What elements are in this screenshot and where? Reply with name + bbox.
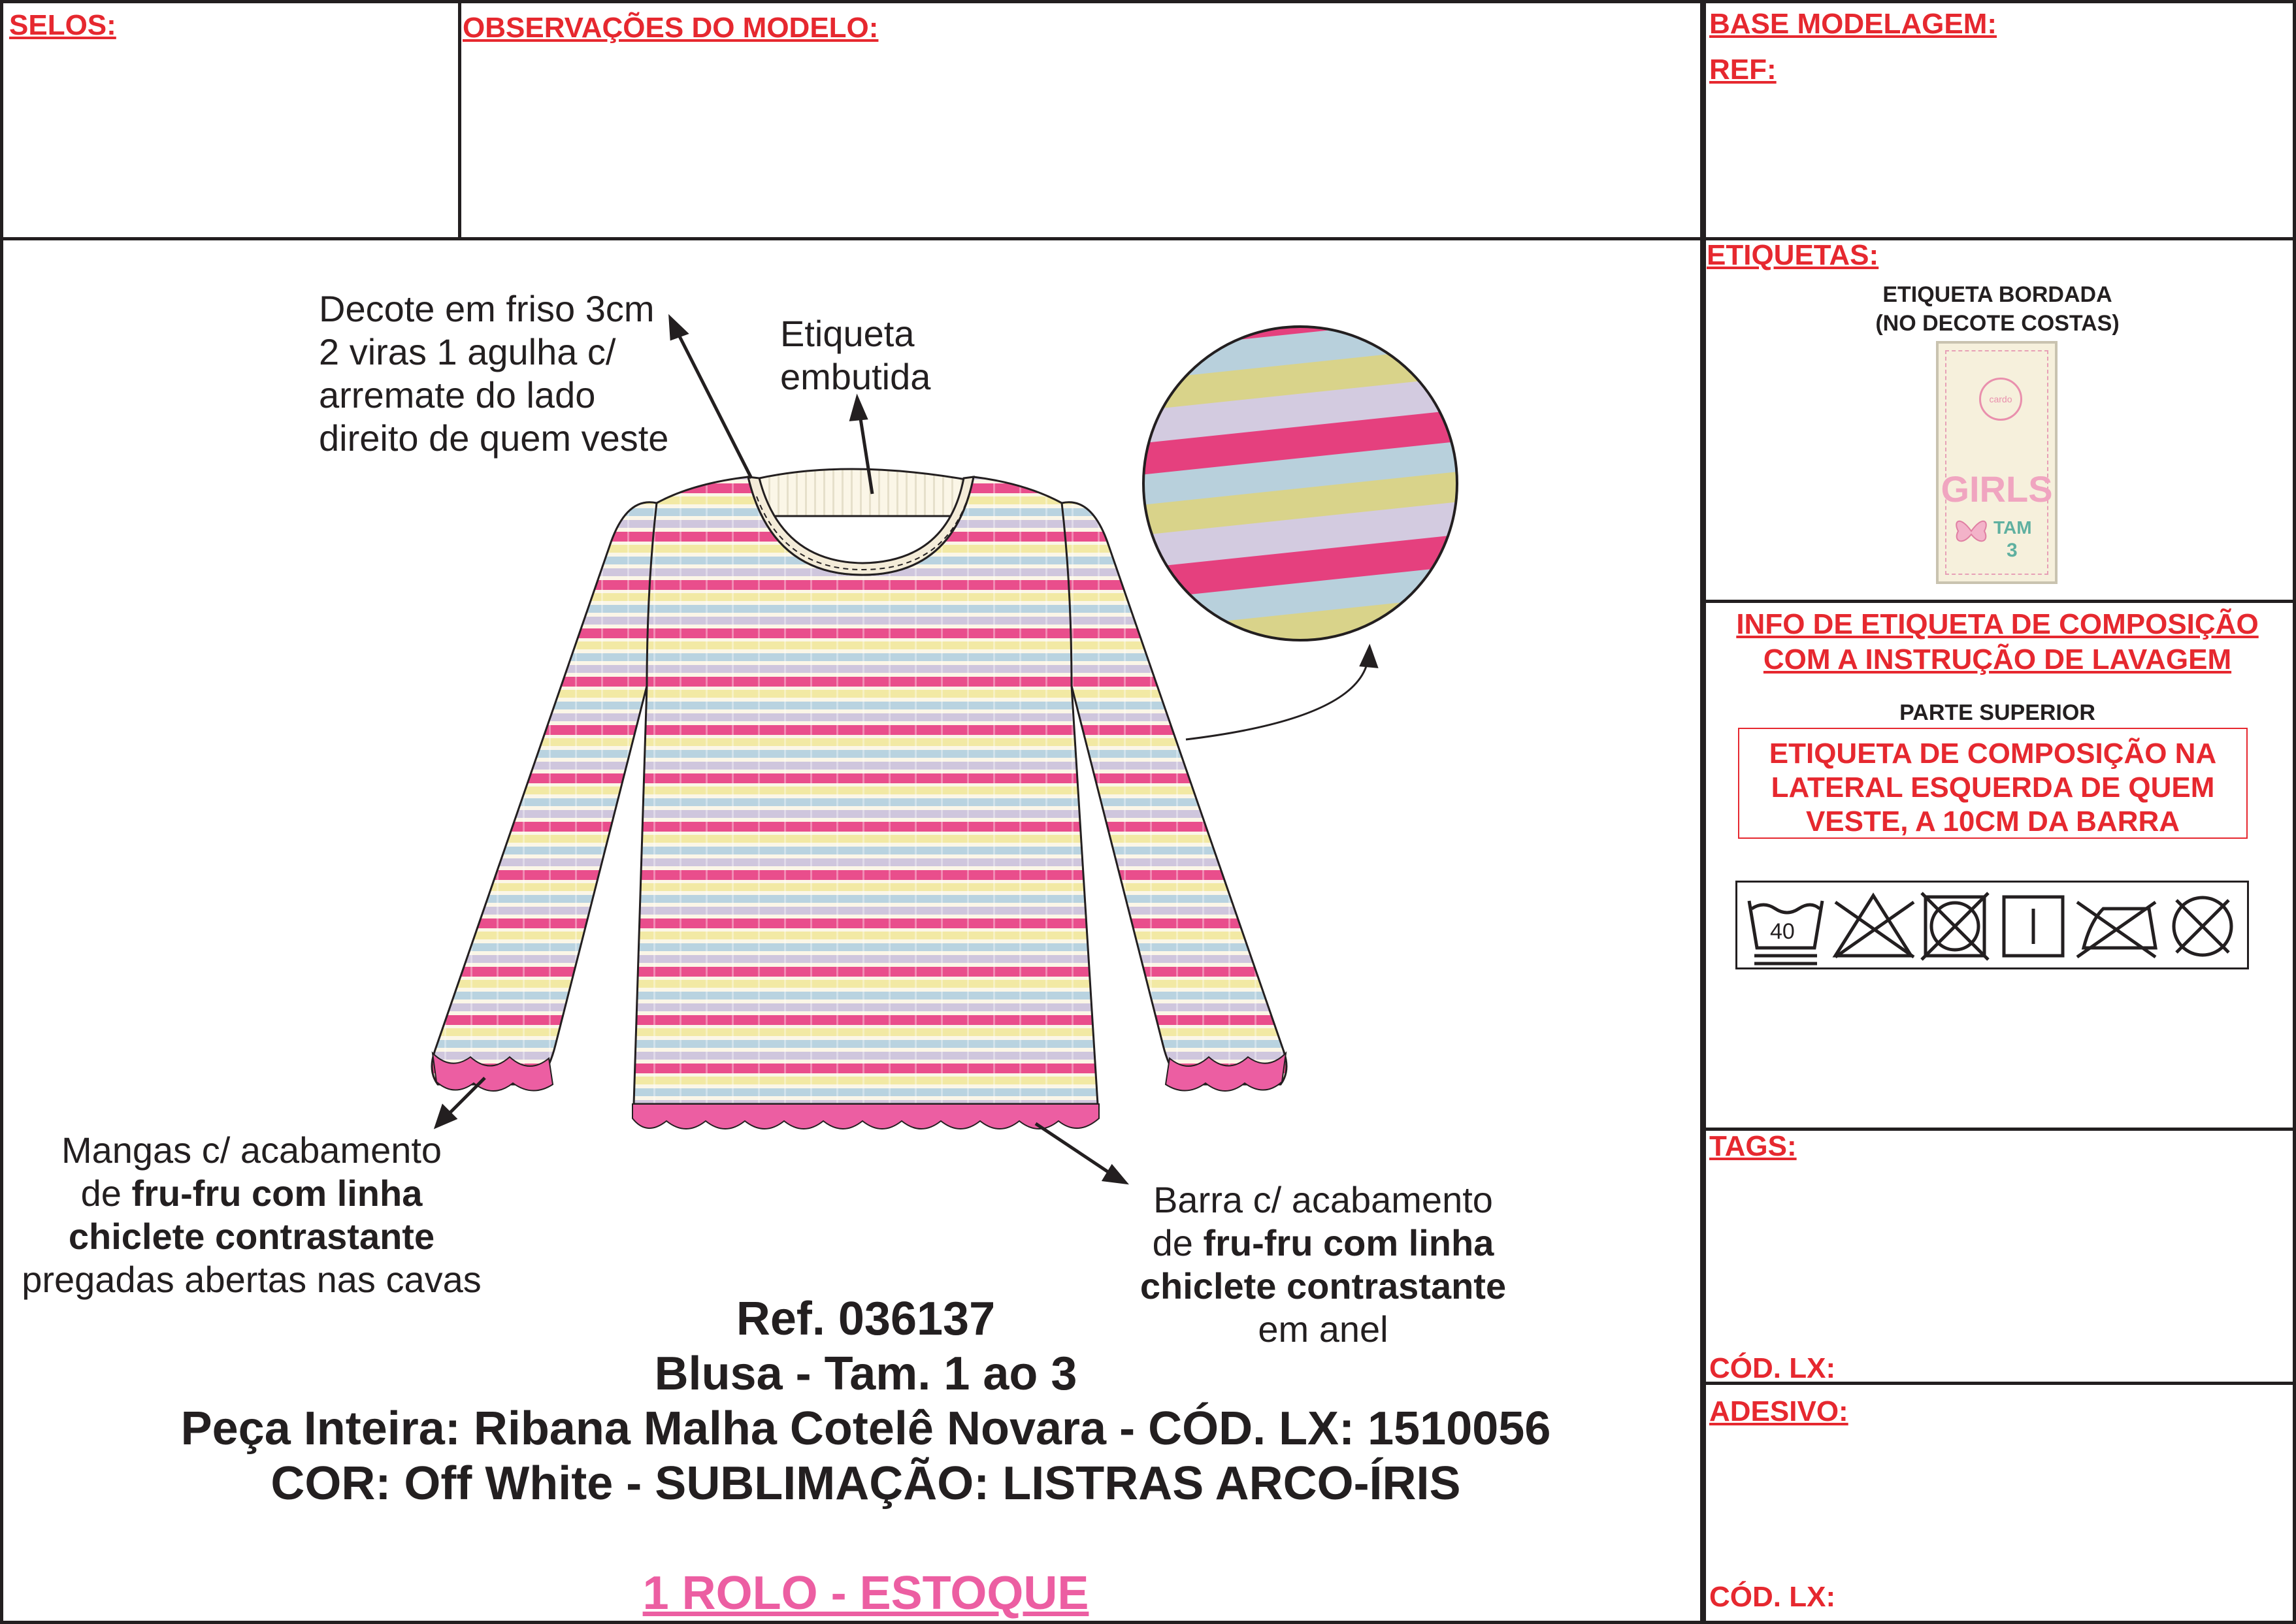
label-brand-text: cardo (1989, 394, 2012, 404)
product-description: Blusa - Tam. 1 ao 3 (654, 1348, 1077, 1400)
mangas-note (0, 1129, 503, 1301)
base-modelagem-header: BASE MODELAGEM: (1709, 8, 1997, 40)
line-dry-icon (2004, 897, 2063, 956)
selos-header: SELOS: (9, 9, 116, 41)
zoom-pointer (1186, 658, 1368, 739)
barra-line-3-bold: chiclete contrastante (1140, 1265, 1507, 1307)
barra-line-4: em anel (1258, 1308, 1388, 1350)
composicao-box (1700, 600, 2296, 1131)
product-fabric: Peça Inteira: Ribana Malha Cotelê Novara - CÓD. LX: 1510056 (180, 1403, 1551, 1455)
garment-back-neck (748, 469, 974, 516)
etiqueta-bordada-subtitle: (NO DECOTE COSTAS) (1875, 311, 2120, 336)
label-brand-logo (1979, 378, 2022, 421)
composicao-title-2: COM A INSTRUÇÃO DE LAVAGEM (1763, 643, 2232, 675)
tags-box (1700, 1128, 2296, 1385)
product-color: COR: Off White - SUBLIMAÇÃO: LISTRAS ARCO-ÍRIS (271, 1457, 1461, 1510)
decote-line-2: 2 viras 1 agulha c/ (319, 331, 616, 372)
butterfly-icon (1953, 515, 1990, 547)
decote-line-1: Decote em friso 3cm (319, 288, 655, 329)
etiqueta-line-2: embutida (780, 356, 931, 397)
wash-temp-text: 40 (1770, 919, 1795, 944)
mangas-line-3 (0, 1215, 503, 1258)
composicao-box-line-1: ETIQUETA DE COMPOSIÇÃO NA (1769, 738, 2217, 770)
estoque-note: 1 ROLO - ESTOQUE (642, 1567, 1089, 1619)
cod-lx-adesivo-label: CÓD. LX: (1709, 1581, 1836, 1613)
wash-40-icon (1749, 901, 1822, 964)
composicao-title-1: INFO DE ETIQUETA DE COMPOSIÇÃO (1736, 608, 2259, 640)
no-dry-clean-icon (2174, 898, 2231, 955)
ref-header: REF: (1709, 54, 1777, 86)
composicao-instruction-box (1738, 728, 2248, 839)
mangas-line-4: pregadas abertas nas cavas (22, 1259, 482, 1300)
etiqueta-bordada-title: ETIQUETA BORDADA (1882, 282, 2112, 307)
no-iron-icon (2077, 902, 2156, 957)
adesivo-header: ADESIVO: (1709, 1395, 1848, 1427)
barra-line-2-bold: fru-fru com linha (1203, 1222, 1494, 1263)
parte-superior-label: PARTE SUPERIOR (1899, 700, 2095, 725)
label-size-text: 3 (2007, 540, 2018, 561)
product-ref: Ref. 036137 (736, 1293, 996, 1345)
mangas-line-2 (0, 1172, 503, 1215)
label-girls-text: GIRLS (1941, 468, 2053, 510)
tags-header: TAGS: (1709, 1130, 1797, 1162)
no-tumble-dry-icon (1922, 893, 1988, 960)
etiquetas-header: ETIQUETAS: (1707, 239, 1879, 271)
etiqueta-note (780, 312, 930, 398)
left-sleeve (432, 502, 657, 1084)
decote-arrow (676, 330, 751, 478)
composicao-box-line-2: LATERAL ESQUERDA DE QUEM (1771, 771, 2215, 804)
decote-line-3: arremate do lado (319, 374, 596, 415)
mangas-line-2-prefix: de (80, 1173, 132, 1214)
embroidered-label (1936, 341, 2058, 584)
no-bleach-icon (1835, 896, 1914, 957)
barra-line-2-prefix: de (1152, 1222, 1204, 1263)
barra-arrow (1036, 1124, 1114, 1176)
decote-note (319, 287, 668, 460)
care-symbols-strip (1735, 881, 2249, 969)
observacoes-header: OBSERVAÇÕES DO MODELO: (463, 12, 879, 44)
barra-line-2 (1085, 1222, 1562, 1265)
mangas-line-3-bold: chiclete contrastante (68, 1216, 435, 1257)
label-tam-text: TAM (1993, 517, 2032, 538)
hem-frill (632, 1104, 1099, 1129)
fabric-zoom-circle (1143, 327, 1457, 640)
mangas-line-2-bold: fru-fru com linha (131, 1173, 423, 1214)
cod-lx-tags-label: CÓD. LX: (1709, 1352, 1836, 1384)
barra-line-1: Barra c/ acabamento (1153, 1179, 1493, 1220)
decote-line-4: direito de quem veste (319, 417, 669, 459)
etiqueta-line-1: Etiqueta (780, 313, 915, 354)
composicao-box-line-3: VESTE, A 10CM DA BARRA (1805, 805, 2180, 837)
mangas-line-1: Mangas c/ acabamento (61, 1129, 442, 1171)
